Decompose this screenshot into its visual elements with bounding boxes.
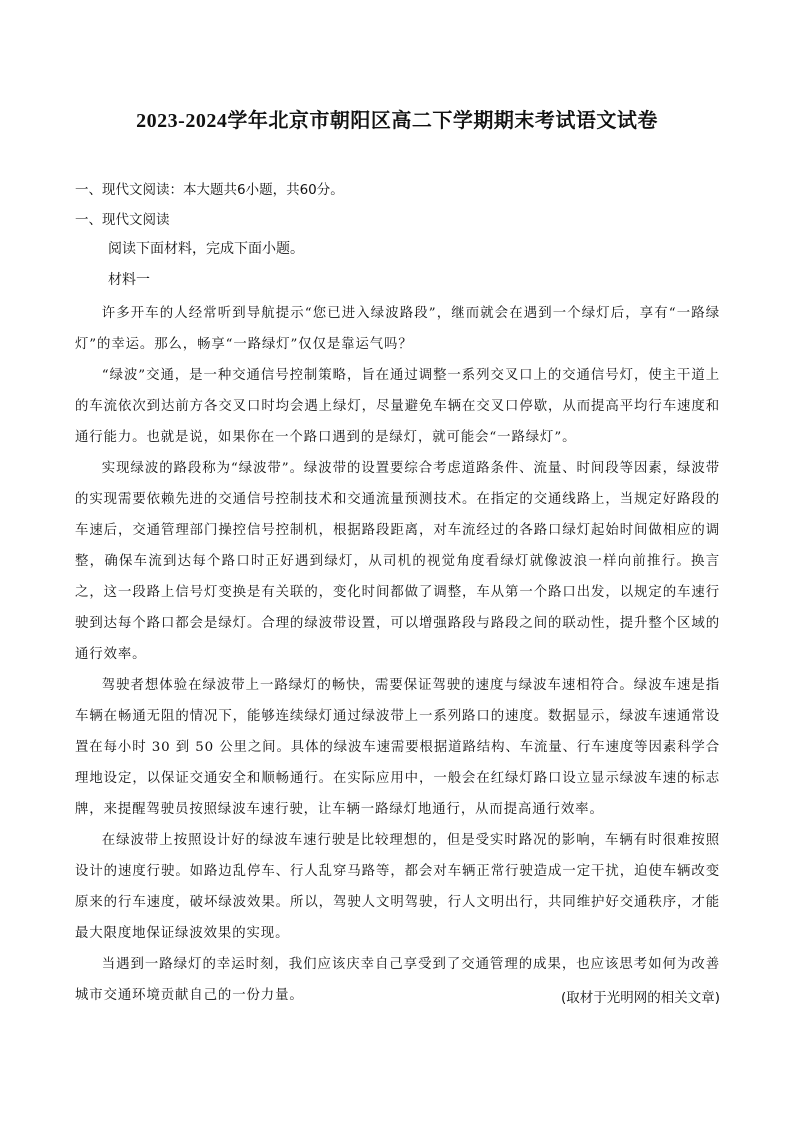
paragraph: 许多开车的人经常听到导航提示“您已进入绿波路段”，继而就会在遇到一个绿灯后，享有“一路绿灯”的幸运。那么，畅享“一路绿灯”仅仅是靠运气吗？ bbox=[75, 306, 720, 352]
paragraph: 在绿波带上按照设计好的绿波车速行驶是比较理想的，但是受实时路况的影响，车辆有时很难按照设计的速度行驶。如路边乱停车、行人乱穿马路等，都会对车辆正常行驶造成一定干扰，迫使车辆改变原来的行车速度，破坏绿波效果。所以，驾驶人文明驾驶，行人文明出行，共同维护好交通秩序，才能最大限度地保证绿波效果的实现。 bbox=[75, 833, 720, 941]
paragraph: 驾驶者想体验在绿波带上一路绿灯的畅快，需要保证驾驶的速度与绿波车速相符合。绿波车速是指车辆在畅通无阻的情况下，能够连续绿灯通过绿波带上一系列路口的速度。数据显示，绿波车速通常设置在每小时 30 到 50 公里之间。具体的绿波车速需要根据道路结构、车流量、行车速度等因素科学合理地设定，以保证交通安全和顺畅通行。在实际应用中，一般会在红绿灯路口设立显示绿波车速的标志牌，来提醒驾驶员按照绿波车速行驶，让车辆一路绿灯地通行，从而提高通行效率。 bbox=[75, 678, 720, 817]
material-label: 材料一 bbox=[108, 272, 150, 288]
paragraph: 实现绿波的路段称为“绿波带”。绿波带的设置要综合考虑道路条件、流量、时间段等因素，绿波带的实现需要依赖先进的交通信号控制技术和交通流量预测技术。在指定的交通线路上，当规定好路段的车速后，交通管理部门操控信号控制机，根据路段距离，对车流经过的各路口绿灯起始时间做相应的调整，确保车流到达每个路口时正好遇到绿灯，从司机的视觉角度看绿灯就像波浪一样向前推行。换言之，这一段路上信号灯变换是有关联的，变化时间都做了调整，车从第一个路口出发，以规定的车速行驶到达每个路口都会是绿灯。合理的绿波带设置，可以增强路段与路段之间的联动性，提升整个区域的通行效率。 bbox=[75, 461, 720, 662]
paragraph: 当遇到一路绿灯的幸运时刻，我们应该庆幸自己享受到了交通管理的成果，也应该思考如何为改善城市交通环境贡献自己的一份力量。 bbox=[75, 957, 720, 1003]
exam-title: 2023-2024学年北京市朝阳区高二下学期期末考试语文试卷 bbox=[136, 110, 658, 132]
subsection-heading: 一、现代文阅读 bbox=[75, 212, 170, 228]
section-heading: 一、现代文阅读：本大题共6小题，共60分。 bbox=[75, 182, 344, 198]
material-text bbox=[75, 298, 720, 1011]
reading-instruction: 阅读下面材料，完成下面小题。 bbox=[108, 241, 304, 257]
source-attribution: (取材于光明网的相关文章) bbox=[560, 990, 720, 1006]
paragraph: “绿波”交通，是一种交通信号控制策略，旨在通过调整一系列交叉口上的交通信号灯，使主干道上的车流依次到达前方各交叉口时均会遇上绿灯，尽量避免车辆在交叉口停歇，从而提高平均行车速度和通行能力。也就是说，如果你在一个路口遇到的是绿灯，就可能会“一路绿灯”。 bbox=[75, 368, 720, 445]
